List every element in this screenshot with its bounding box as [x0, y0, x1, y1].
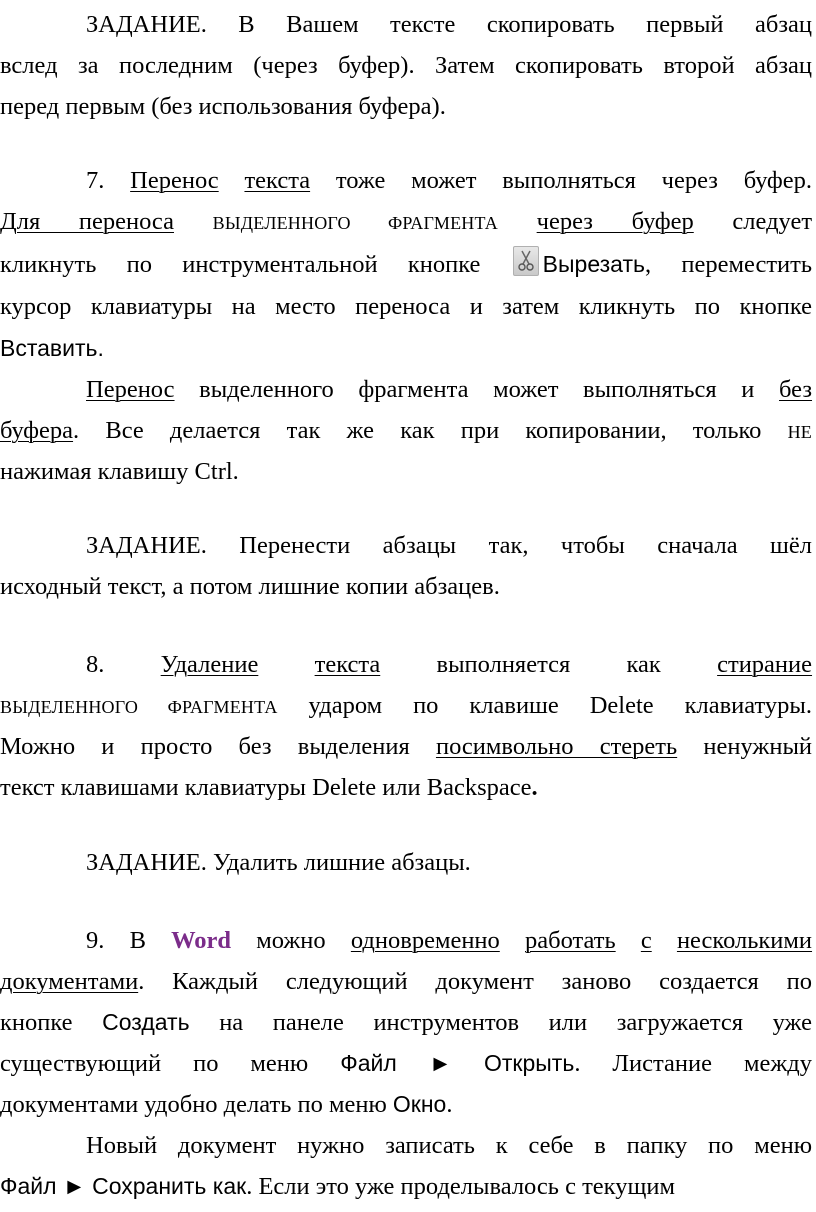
- text-line: [0, 1125, 812, 1166]
- underlined-term: буфера: [0, 417, 74, 444]
- underlined-term: стирание: [717, 651, 813, 678]
- body-text: кликнуть по инструментальной кнопке: [0, 251, 481, 278]
- text-line: [0, 566, 812, 607]
- underlined-term: Перенос: [86, 376, 175, 403]
- body-text: следует: [732, 208, 813, 235]
- underlined-term: одновременно: [350, 927, 500, 954]
- text-line: [0, 45, 812, 86]
- body-text: . Листание между: [574, 1050, 813, 1077]
- body-text: кнопке: [0, 1009, 73, 1036]
- text-line: [0, 4, 812, 45]
- scissors-icon: [513, 246, 539, 276]
- underlined-term: текста: [314, 651, 381, 678]
- task-text: исходный текст, а потом лишние копии абзацев.: [0, 573, 500, 600]
- underlined-term: Для переноса: [0, 208, 174, 235]
- item-number: 7.: [86, 167, 105, 194]
- body-text: . Все делается так же как при копировании, только: [73, 417, 762, 444]
- text-line: [0, 244, 812, 285]
- smallcaps-term: НЕ: [787, 422, 812, 442]
- task-text: ЗАДАНИЕ. В Вашем тексте скопировать первый абзац: [86, 11, 812, 38]
- text-line: [0, 451, 812, 492]
- body-text: текст клавишами клавиатуры Delete или Backspace: [0, 774, 532, 801]
- text-line: [0, 767, 812, 808]
- menu-path: Файл ► Сохранить как: [0, 1173, 247, 1199]
- text-line: [0, 201, 812, 242]
- text-line: [0, 961, 812, 1002]
- smallcaps-term: ВЫДЕЛЕННОГО ФРАГМЕНТА: [0, 697, 278, 717]
- cut-button-label: Вырезать: [542, 251, 645, 277]
- body-text: . Каждый следующий документ заново создается по: [138, 968, 812, 995]
- menu-path: Файл ► Открыть: [340, 1050, 575, 1076]
- body-text: .: [531, 774, 538, 801]
- body-text: .: [446, 1091, 453, 1118]
- task-text: вслед за последним (через буфер). Затем скопировать второй абзац: [0, 52, 812, 79]
- text-line: [0, 726, 812, 767]
- body-text: нажимая клавишу Ctrl.: [0, 458, 239, 485]
- body-text: . Если это уже проделывалось с текущим: [246, 1173, 675, 1200]
- text-line: [0, 1166, 812, 1207]
- underlined-term: Перенос: [130, 167, 219, 194]
- body-text: документами удобно делать по меню: [0, 1091, 387, 1118]
- text-line: [0, 525, 812, 566]
- body-text: тоже может выполняться через буфер.: [335, 167, 813, 194]
- body-text: ударом по клавише Delete клавиатуры.: [308, 692, 812, 719]
- text-line: [0, 160, 812, 201]
- text-line: [0, 920, 812, 961]
- task-text: ЗАДАНИЕ. Перенести абзацы так, чтобы сначала шёл: [86, 532, 812, 559]
- text-line: [0, 410, 812, 451]
- underlined-term: посимвольно стереть: [435, 733, 678, 760]
- body-text: выделенного фрагмента может выполняться и: [199, 376, 755, 403]
- text-line: [0, 1043, 812, 1084]
- body-text: Новый документ нужно записать к себе в папку по меню: [86, 1132, 812, 1159]
- underlined-term: через буфер: [536, 208, 694, 235]
- task-text: ЗАДАНИЕ. Удалить лишние абзацы.: [86, 849, 471, 876]
- body-text: , переместить: [644, 251, 813, 278]
- body-text: на панеле инструментов или загружается уже: [219, 1009, 813, 1036]
- body-text: можно: [256, 927, 326, 954]
- smallcaps-term: ВЫДЕЛЕННОГО ФРАГМЕНТА: [212, 213, 498, 233]
- item-number: 8.: [86, 651, 105, 678]
- underlined-term: с: [640, 927, 652, 954]
- text-line: [0, 328, 812, 369]
- text-line: [0, 1002, 812, 1043]
- body-text: существующий по меню: [0, 1050, 309, 1077]
- task-text: перед первым (без использования буфера).: [0, 93, 446, 120]
- text-line: [0, 842, 812, 883]
- body-text: курсор клавиатуры на место переноса и затем кликнуть по кнопке: [0, 293, 812, 320]
- body-text: Можно и просто без выделения: [0, 733, 410, 760]
- body-text: 9. В: [86, 927, 146, 954]
- body-text: выполняется как: [436, 651, 661, 678]
- underlined-term: Удаление: [160, 651, 259, 678]
- text-line: [0, 286, 812, 327]
- text-line: [0, 685, 812, 726]
- menu-path: Окно: [392, 1091, 447, 1117]
- text-line: [0, 86, 812, 127]
- text-line: [0, 369, 812, 410]
- underlined-term: без: [779, 376, 813, 403]
- word-app-name: Word: [171, 927, 232, 954]
- body-text: ненужный: [703, 733, 813, 760]
- underlined-term: текста: [244, 167, 311, 194]
- paste-button-label: Вставить.: [0, 335, 104, 361]
- text-line: [0, 1084, 812, 1125]
- create-button-label: Создать: [102, 1009, 190, 1035]
- underlined-term: несколькими: [676, 927, 813, 954]
- underlined-term: работать: [525, 927, 616, 954]
- text-line: [0, 644, 812, 685]
- underlined-term: документами: [0, 968, 139, 995]
